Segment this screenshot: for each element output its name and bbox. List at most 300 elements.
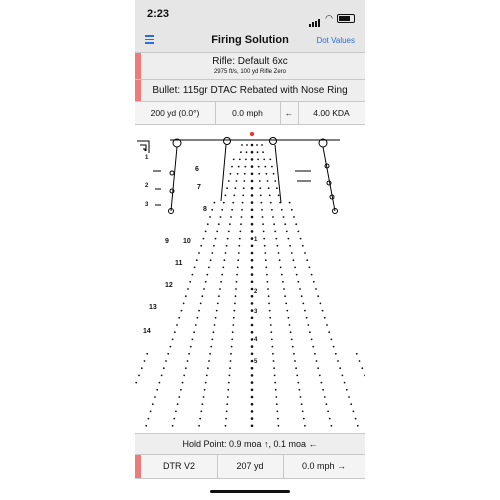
reticle-dot xyxy=(269,317,271,319)
reticle-dot xyxy=(272,216,274,218)
reticle-dot xyxy=(267,288,269,290)
reticle-dot xyxy=(173,418,175,420)
reticle-dot xyxy=(148,418,150,420)
reticle-dot xyxy=(286,310,288,312)
reticle-dot xyxy=(244,173,246,175)
reticle-dot xyxy=(251,209,254,212)
reticle-dot xyxy=(146,353,148,355)
reticle-dot xyxy=(251,144,254,147)
reticle-dot xyxy=(297,281,299,283)
reticle-dot xyxy=(266,173,268,175)
reticle-dot xyxy=(319,375,321,377)
reticle-dot xyxy=(235,288,237,290)
reticle-dot xyxy=(251,367,254,370)
reticle-dot xyxy=(209,353,211,355)
reticle-dot xyxy=(180,389,182,391)
reticle-number-label: 11 xyxy=(175,260,183,267)
reticle-selector[interactable]: DTR V2 xyxy=(141,455,218,478)
reticle-dot xyxy=(289,324,291,326)
reticle-number-label: 12 xyxy=(165,282,173,289)
reticle-dot xyxy=(309,331,311,333)
reticle-dot xyxy=(291,252,293,254)
reticle-labels xyxy=(143,155,258,365)
reticle-dot xyxy=(213,331,215,333)
reticle-dot xyxy=(240,223,242,225)
reticle-dot xyxy=(269,159,271,161)
reticle-dot xyxy=(216,231,218,233)
reticle-dot xyxy=(286,231,288,233)
reticle-dot xyxy=(266,274,268,276)
corner-bracket-icon xyxy=(137,141,149,153)
reticle-dot xyxy=(304,310,306,312)
reticle-dot xyxy=(303,418,305,420)
wind-direction-icon[interactable]: ← xyxy=(280,102,299,124)
reticle-dot xyxy=(270,324,272,326)
reticle-dot xyxy=(172,425,174,427)
reticle-number-label: 6 xyxy=(195,166,199,173)
reticle-dot xyxy=(251,309,254,312)
reticle-dot xyxy=(237,267,239,269)
reticle-dot xyxy=(220,216,222,218)
reticle-dot xyxy=(235,187,237,189)
reticle-dot xyxy=(181,310,183,312)
reticle-dot xyxy=(302,303,304,305)
reticle-dot xyxy=(251,360,254,363)
reticle-dot xyxy=(285,303,287,305)
reticle-number-label: 2 xyxy=(145,183,149,189)
reticle-dot xyxy=(206,274,208,276)
reticle-dot xyxy=(281,209,283,211)
reticle-dot xyxy=(226,411,228,413)
reticle-dot xyxy=(227,396,229,398)
reticle-dot xyxy=(328,331,330,333)
reticle-dot xyxy=(226,245,228,247)
reticle-dot xyxy=(217,303,219,305)
reticle-dot xyxy=(344,382,346,384)
hold-point-bar xyxy=(135,433,365,455)
reticle-dot xyxy=(279,259,281,261)
rifle-selector[interactable] xyxy=(135,53,365,80)
reticle-dot xyxy=(302,411,304,413)
reticle-dot xyxy=(321,382,323,384)
reticle-number-label: 3 xyxy=(254,309,258,315)
reticle-dot xyxy=(296,274,298,276)
reticle-dot xyxy=(317,367,319,369)
reticle-dot xyxy=(251,396,254,399)
reticle-dot xyxy=(264,252,266,254)
reticle-dot xyxy=(265,259,267,261)
reticle-dot xyxy=(251,353,254,356)
dot-values-button[interactable]: Dot Values xyxy=(316,36,355,45)
reticle-dot xyxy=(295,367,297,369)
reticle-dot xyxy=(229,375,231,377)
reticle-dot xyxy=(331,339,333,341)
reticle-dot xyxy=(289,245,291,247)
reticle-dot xyxy=(350,403,352,405)
reticle-dot xyxy=(232,202,234,204)
reticle-dot xyxy=(311,274,313,276)
reticle-dot xyxy=(228,231,230,233)
reticle-dot xyxy=(150,411,152,413)
reticle-dot xyxy=(261,144,263,146)
reticle-dot xyxy=(326,403,328,405)
reticle-number-label: 8 xyxy=(203,206,207,213)
reticle-dot xyxy=(276,403,278,405)
reticle-dot xyxy=(291,209,293,211)
reticle-dot xyxy=(233,310,235,312)
reticle-dot xyxy=(333,346,335,348)
reticle-dot xyxy=(195,324,197,326)
reticle-dot xyxy=(174,331,176,333)
reticle-dot xyxy=(278,425,280,427)
reticle-dot xyxy=(268,295,270,297)
reticle-dot xyxy=(242,195,244,197)
reticle-dot xyxy=(208,267,210,269)
home-indicator xyxy=(210,490,290,493)
reticle-dot xyxy=(311,339,313,341)
reticle-dot xyxy=(251,187,254,190)
reticle-dot xyxy=(251,410,254,413)
reticle-dot xyxy=(355,418,357,420)
reticle-dot xyxy=(206,375,208,377)
reticle-dot xyxy=(275,396,277,398)
reticle-dot xyxy=(251,302,254,305)
reticle-dot xyxy=(272,346,274,348)
reticle-dot xyxy=(167,353,169,355)
reticle-dot xyxy=(233,195,235,197)
reticle-dot xyxy=(229,367,231,369)
reticle-dot xyxy=(251,345,254,348)
reticle-dot xyxy=(306,259,308,261)
reticle-dot xyxy=(331,425,333,427)
rifle-detail: 2975 ft/s, 100 yd Rifle Zero xyxy=(213,69,287,75)
reticle-dot xyxy=(320,303,322,305)
reticle-dot xyxy=(251,151,254,154)
reticle-dot xyxy=(312,346,314,348)
reticle-dot xyxy=(251,281,254,284)
reticle-dot xyxy=(299,389,301,391)
reticle-dot xyxy=(218,295,220,297)
reticle-dot xyxy=(243,180,245,182)
reticle-dot xyxy=(326,324,328,326)
reticle-dot xyxy=(263,159,265,161)
reticle-dot xyxy=(257,159,259,161)
reticle-dot xyxy=(203,238,205,240)
reticle-dot xyxy=(277,245,279,247)
reticle-dot xyxy=(262,151,264,153)
reticle-dot xyxy=(227,389,229,391)
reticle-dot xyxy=(337,360,339,362)
wind-speed-field[interactable]: 0.0 mph xyxy=(215,102,281,124)
reticle-dot xyxy=(271,209,273,211)
reticle-dot xyxy=(198,252,200,254)
reticle-dot xyxy=(259,180,261,182)
reticle-dot xyxy=(269,310,271,312)
reticle-dot xyxy=(226,403,228,405)
reticle-dot xyxy=(246,144,248,146)
reticle-dot xyxy=(356,353,358,355)
reticle-dot xyxy=(145,425,147,427)
reticle-dot xyxy=(241,209,243,211)
reticle-dot xyxy=(251,230,254,233)
reticle-dot xyxy=(322,310,324,312)
reticle-dot xyxy=(270,202,272,204)
reticle-dot xyxy=(198,310,200,312)
reticle-dot xyxy=(251,180,254,183)
reticle-dot xyxy=(230,173,232,175)
reticle-dot xyxy=(251,324,254,327)
reticle-dot xyxy=(235,295,237,297)
conditions-bar xyxy=(135,102,365,125)
reticle-dot xyxy=(268,303,270,305)
reticle-dot xyxy=(348,396,350,398)
reticle-dot xyxy=(281,274,283,276)
range-field[interactable]: 200 yd (0.0°) xyxy=(135,102,216,124)
reticle-dot xyxy=(280,267,282,269)
range-readout[interactable]: 207 yd xyxy=(217,455,284,478)
kda-field[interactable]: 4.00 KDA xyxy=(313,108,350,118)
reticle-dot xyxy=(327,411,329,413)
navigation-bar xyxy=(135,28,365,53)
reticle-dot xyxy=(198,425,200,427)
reticle-dot xyxy=(178,396,180,398)
reticle-dot xyxy=(177,403,179,405)
reticle-dot xyxy=(230,353,232,355)
reticle-dot xyxy=(275,238,277,240)
bullet-label: Bullet: 115gr DTAC Rebated with Nose Ring xyxy=(152,85,348,96)
reticle-dot xyxy=(251,295,254,298)
bottom-bar xyxy=(135,455,365,479)
reticle-dot xyxy=(238,252,240,254)
reticle-dot xyxy=(264,245,266,247)
reticle-dot xyxy=(283,216,285,218)
reticle-dot xyxy=(237,259,239,261)
reticle-dot xyxy=(185,367,187,369)
reticle-dot xyxy=(218,223,220,225)
reticle-dot xyxy=(283,288,285,290)
reticle-dot xyxy=(309,267,311,269)
reticle-dot xyxy=(307,324,309,326)
reticle-dot xyxy=(228,382,230,384)
reticle-dot xyxy=(207,223,209,225)
reticle-dot xyxy=(364,375,365,377)
reticle-dot xyxy=(204,389,206,391)
reticle-number-label: 9 xyxy=(165,238,169,245)
reticle-number-label: 14 xyxy=(143,328,151,335)
reticle-dot xyxy=(224,259,226,261)
reticle-dot xyxy=(276,187,278,189)
reticle-dot xyxy=(251,374,254,377)
reticle-dot xyxy=(251,165,254,168)
reticle-dot xyxy=(163,367,165,369)
reticle-dot xyxy=(297,382,299,384)
bullet-selector[interactable] xyxy=(135,80,365,102)
reticle-dot xyxy=(257,151,259,153)
reticle-dot xyxy=(271,166,273,168)
reticle-dot xyxy=(172,339,174,341)
reticle-number-label: 4 xyxy=(254,337,258,343)
reticle-dot xyxy=(211,252,213,254)
reticle-dot xyxy=(231,346,233,348)
reticle-dot xyxy=(238,166,240,168)
reticle-dot xyxy=(240,231,242,233)
reticle-dot xyxy=(227,238,229,240)
reticle-dot xyxy=(294,360,296,362)
signal-icon xyxy=(309,9,321,27)
reticle-dot xyxy=(268,187,270,189)
reticle-dot xyxy=(239,238,241,240)
reticle-dot xyxy=(213,245,215,247)
reticle-dot xyxy=(361,367,363,369)
reticle-number-label: 10 xyxy=(183,238,191,245)
reticle-dot xyxy=(216,310,218,312)
reticle-dot xyxy=(239,159,241,161)
reticle-dot xyxy=(300,396,302,398)
reticle-dot xyxy=(342,375,344,377)
reticle-dot xyxy=(199,418,201,420)
reticle-dot xyxy=(208,360,210,362)
reticle-dot xyxy=(322,389,324,391)
reticle-dot xyxy=(293,353,295,355)
reticle-dot xyxy=(141,367,143,369)
reticle-dot xyxy=(251,266,254,269)
reticle-dot xyxy=(232,324,234,326)
reticle-dot xyxy=(182,382,184,384)
reticle-dot xyxy=(178,317,180,319)
reticle-dot xyxy=(200,303,202,305)
reticle-dot xyxy=(225,425,227,427)
reticle-dot xyxy=(159,382,161,384)
rifle-label: Rifle: Default 6xc xyxy=(212,56,288,67)
wind-readout[interactable]: 0.0 mph → xyxy=(301,461,347,471)
aim-point-marker xyxy=(250,132,254,136)
reticle-dot xyxy=(267,281,269,283)
reticle-dot xyxy=(244,166,246,168)
reticle-dot xyxy=(276,411,278,413)
reticle-dot xyxy=(233,159,235,161)
reticle-dot xyxy=(251,223,254,226)
reticle-number-label: 2 xyxy=(254,289,258,295)
hold-point-text: Hold Point: 0.9 moa ↑, 0.1 moa ← xyxy=(182,439,318,449)
reticle-dot xyxy=(219,288,221,290)
reticle-dot xyxy=(251,288,254,291)
reticle-dot xyxy=(144,360,146,362)
reticle-dot xyxy=(274,382,276,384)
reticle-dot xyxy=(203,288,205,290)
reticle-dot xyxy=(251,158,254,161)
reticle-dot xyxy=(214,202,216,204)
reticle-dot xyxy=(251,317,254,320)
reticle-dot xyxy=(316,360,318,362)
reticle-number-label: 3 xyxy=(145,202,149,208)
reticle-dot xyxy=(301,295,303,297)
reticle-dot xyxy=(190,346,192,348)
reticle-dot xyxy=(288,238,290,240)
reticle-dot xyxy=(300,238,302,240)
reticle-dot xyxy=(200,245,202,247)
reticle-dot xyxy=(251,216,254,219)
reticle-dot xyxy=(205,281,207,283)
reticle-dot xyxy=(230,360,232,362)
reticle-dot xyxy=(251,259,254,262)
reticle-dot xyxy=(207,367,209,369)
reticle-dot xyxy=(210,259,212,261)
reticle-dot xyxy=(296,375,298,377)
reticle-dot xyxy=(175,411,177,413)
reticle-dot xyxy=(263,238,265,240)
center-stadia xyxy=(221,138,281,204)
reticle-dot xyxy=(335,353,337,355)
reticle-dot xyxy=(271,339,273,341)
reticle-dot xyxy=(215,238,217,240)
reticle-dot xyxy=(269,195,271,197)
reticle-dot xyxy=(288,317,290,319)
status-icons xyxy=(309,9,355,27)
reticle-dot xyxy=(265,267,267,269)
reticle-dot xyxy=(205,231,207,233)
reticle-number-label: 7 xyxy=(197,184,201,191)
reticle-dot xyxy=(201,295,203,297)
reticle-dot xyxy=(277,418,279,420)
reticle-dot xyxy=(260,195,262,197)
reticle-dot xyxy=(264,166,266,168)
reticle-dot xyxy=(194,267,196,269)
reticle-dot xyxy=(273,367,275,369)
reticle-dot xyxy=(284,223,286,225)
reticle-dot xyxy=(189,281,191,283)
reticle-dot xyxy=(138,375,140,377)
reticle-dot xyxy=(301,403,303,405)
reticle-dot xyxy=(278,195,280,197)
reticle-dot xyxy=(273,223,275,225)
reticle-dot xyxy=(359,360,361,362)
reticle-dot xyxy=(241,216,243,218)
reticle-dot xyxy=(313,281,315,283)
reticle-dot xyxy=(154,396,156,398)
reticle-dot xyxy=(241,144,243,146)
reticle-dot xyxy=(225,252,227,254)
reticle-dot xyxy=(274,231,276,233)
reticle-dot xyxy=(225,418,227,420)
reticle-dot xyxy=(357,425,359,427)
reticle-number-label: 5 xyxy=(254,359,258,365)
reticle-dot xyxy=(261,209,263,211)
reticle-dot xyxy=(293,259,295,261)
reticle-dot xyxy=(238,245,240,247)
reticle-dot xyxy=(230,216,232,218)
reticle-dot xyxy=(183,375,185,377)
reticle-dot xyxy=(353,411,355,413)
reticle-dot xyxy=(202,403,204,405)
reticle-dot xyxy=(203,396,205,398)
reticle-dot xyxy=(258,166,260,168)
reticle-dot xyxy=(279,202,281,204)
wifi-icon: ◠ xyxy=(325,12,333,23)
reticle-view[interactable] xyxy=(135,131,365,431)
reticle-dot xyxy=(262,223,264,225)
reticle-dot xyxy=(231,339,233,341)
reticle-dot xyxy=(246,151,248,153)
reticle-dot xyxy=(226,187,228,189)
reticle-dot xyxy=(236,180,238,182)
reticle-dot xyxy=(242,202,244,204)
reticle-dot xyxy=(290,331,292,333)
reticle-dot xyxy=(200,411,202,413)
reticle-dot xyxy=(298,231,300,233)
reticle-dot xyxy=(187,360,189,362)
reticle-dot xyxy=(236,281,238,283)
reticle-dot xyxy=(187,288,189,290)
